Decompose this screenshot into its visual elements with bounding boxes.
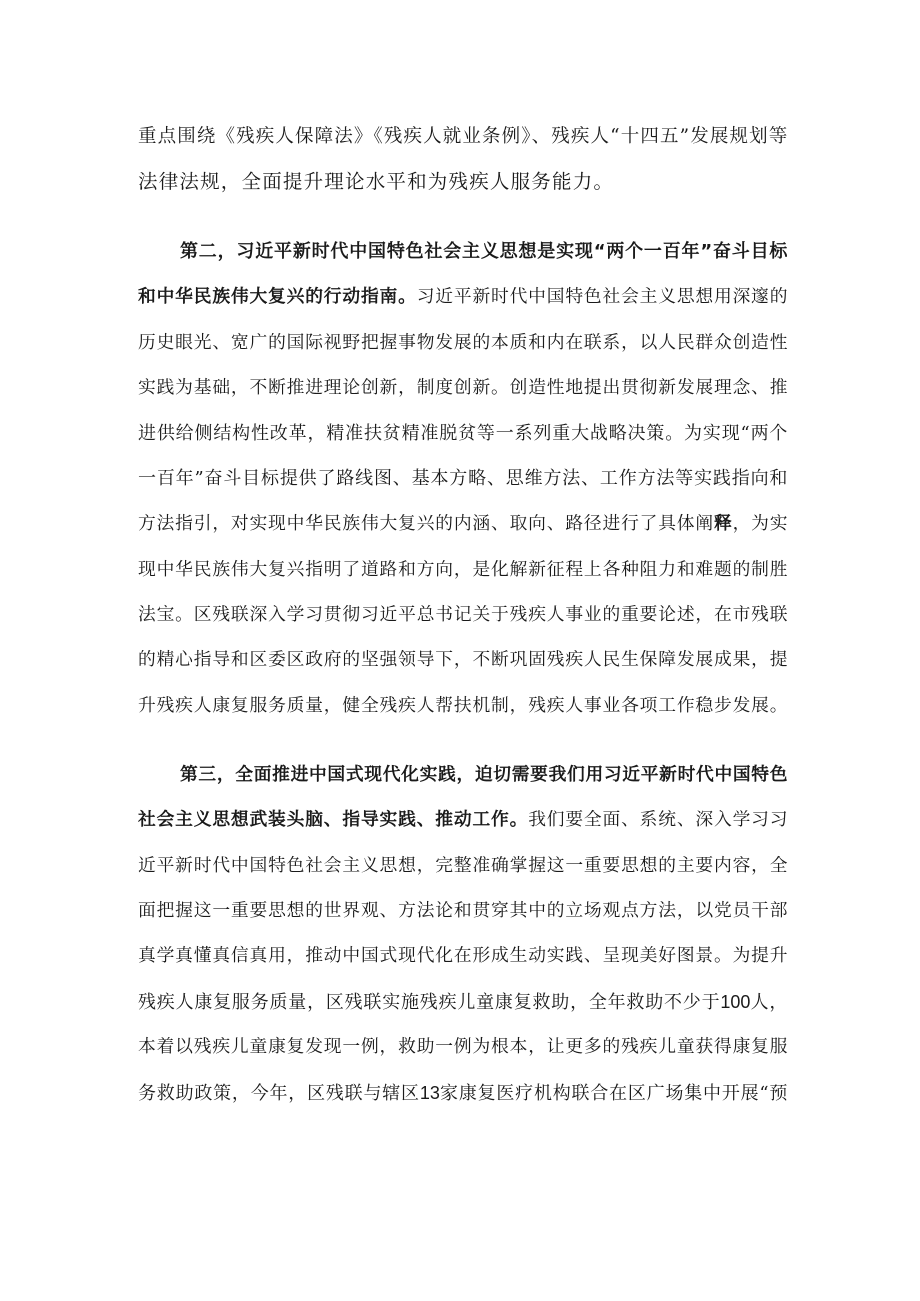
text-line: 法律法规，全面提升理论水平和为残疾人服务能力。 (138, 170, 615, 193)
text-line: 近平新时代中国特色社会主义思想，完整准确掌握这一重要思想的主要内容，全 (138, 856, 788, 876)
text-line: 社会主义思想武装头脑、指导实践、推动工作。我们要全面、系统、深入学习习 (138, 810, 788, 830)
text-line: 残疾人康复服务质量，区残联实施残疾儿童康复救助，全年救助不少于100人， (138, 992, 788, 1013)
text-line: 真学真懂真信真用，推动中国式现代化在形成生动实践、呈现美好图景。为提升 (138, 946, 788, 966)
text-line: 实践为基础，不断推进理论创新，制度创新。创造性地提出贯彻新发展理念、推 (138, 378, 788, 398)
text-line: 面把握这一重要思想的世界观、方法论和贯穿其中的立场观点方法，以党员干部 (138, 901, 788, 921)
text-line: 本着以残疾儿童康复发现一例，救助一例为根本，让更多的残疾儿童获得康复服 (138, 1037, 788, 1057)
text-line: 方法指引，对实现中华民族伟大复兴的内涵、取向、路径进行了具体阐释，为实 (138, 514, 788, 534)
text-line: 法宝。区残联深入学习贯彻习近平总书记关于残疾人事业的重要论述，在市残联 (138, 605, 788, 625)
text-line: 务救助政策，今年，区残联与辖区13家康复医疗机构联合在区广场集中开展“预 (138, 1083, 788, 1104)
text-line: 一百年”奋斗目标提供了路线图、基本方略、思维方法、工作方法等实践指向和 (138, 468, 788, 489)
text-line: 升残疾人康复服务质量，健全残疾人帮扶机制，残疾人事业各项工作稳步发展。 (138, 696, 788, 716)
text-line: 历史眼光、宽广的国际视野把握事物发展的本质和内在联系，以人民群众创造性 (138, 333, 788, 353)
section-heading-line: 第二，习近平新时代中国特色社会主义思想是实现“两个一百年”奋斗目标 (180, 241, 788, 262)
text-line: 和中华民族伟大复兴的行动指南。习近平新时代中国特色社会主义思想用深邃的 (138, 287, 788, 307)
text-line: 的精心指导和区委区政府的坚强领导下，不断巩固残疾人民生保障发展成果，提 (138, 650, 788, 670)
text-line: 进供给侧结构性改革，精准扶贫精准脱贫等一系列重大战略决策。为实现“两个 (138, 423, 788, 444)
section-heading-line: 第三，全面推进中国式现代化实践，迫切需要我们用习近平新时代中国特色 (180, 765, 788, 785)
text-line: 重点围绕《残疾人保障法》《残疾人就业条例》、残疾人“十四五”发展规划等 (138, 126, 788, 147)
text-line: 现中华民族伟大复兴指明了道路和方向，是化解新征程上各种阻力和难题的制胜 (138, 560, 788, 580)
